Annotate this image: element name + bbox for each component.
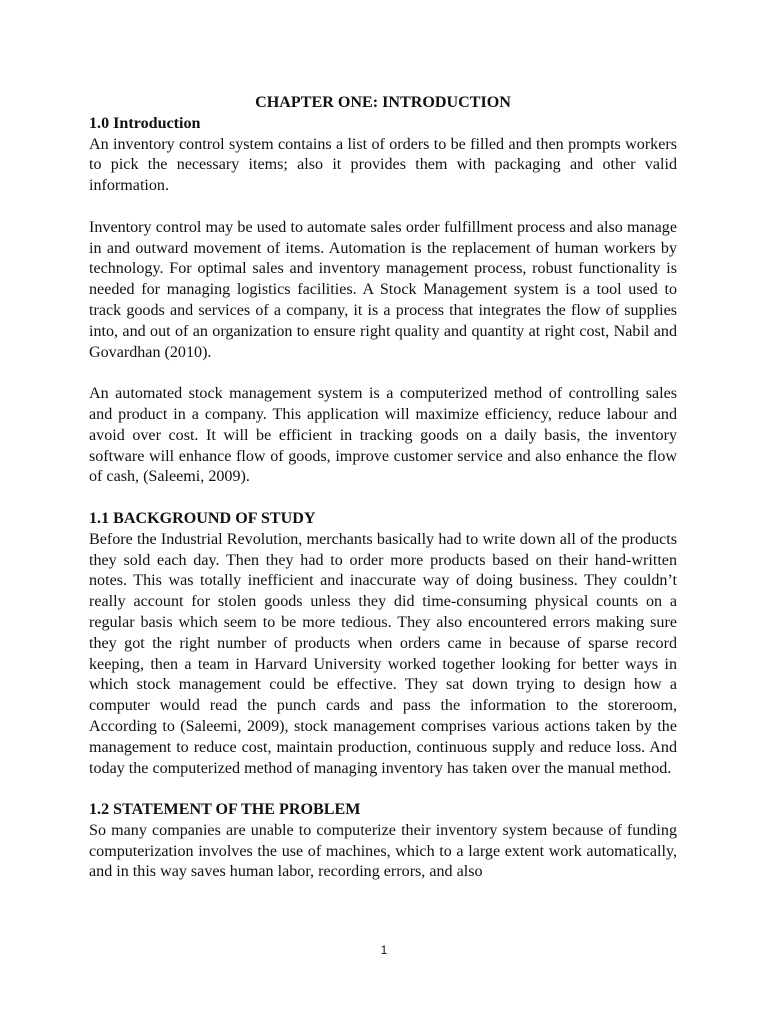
- intro-paragraph-1: An inventory control system contains a list of orders to be filled and then prompts workers to pick the necessary items; also it provides them with packaging and other valid information.: [89, 135, 677, 195]
- paragraph-gap: [89, 779, 677, 800]
- background-paragraph: Before the Industrial Revolution, merchants basically had to write down all of the products they sold each day. Then they had to order more products based on their hand-written notes. This was totally inefficient and inaccurate way of doing business. They couldn’t really account for stolen goods unless they did time-consuming physical counts on a regular basis which seem to be more tedious. They also encountered errors making sure they got the right number of products when orders came in because of sparse record keeping, then a team in Harvard University worked together looking for better ways in which stock management could be effective. They sat down trying to design how a computer would read the punch cards and pass the information to the storeroom, According to (Saleemi, 2009), stock management comprises various actions taken by the management to reduce cost, maintain production, continuous supply and reduce loss. And today the computerized method of managing inventory has taken over the manual method.: [89, 530, 677, 777]
- chapter-title: CHAPTER ONE: INTRODUCTION: [255, 94, 511, 111]
- section-heading-background: 1.1 BACKGROUND OF STUDY: [89, 509, 316, 527]
- page-number: 1: [380, 943, 388, 957]
- paragraph-gap: [89, 363, 677, 384]
- paragraph-gap: [89, 197, 677, 218]
- problem-statement-paragraph: So many companies are unable to computerize their inventory system because of funding computerization involves the use of machines, which to a large extent work automatically, and in this way saves human labor, recording errors, and also: [89, 821, 677, 881]
- intro-paragraph-2: Inventory control may be used to automate sales order fulfillment process and also manage in and outward movement of items. Automation is the replacement of human workers by technology. For optimal sales and inventory management process, robust functionality is needed for managing logistics facilities. A Stock Management system is a tool used to track goods and services of a company, it is a process that integrates the flow of supplies into, and out of an organization to ensure right quality and quantity at right cost, Nabil and Govardhan (2010).: [89, 218, 677, 361]
- intro-paragraph-3: An automated stock management system is a computerized method of controlling sales and product in a company. This application will maximize efficiency, reduce labour and avoid over cost. It will be efficient in tracking goods on a daily basis, the inventory software will enhance flow of goods, improve customer service and also enhance the flow of cash, (Saleemi, 2009).: [89, 385, 677, 486]
- section-heading-problem-statement: 1.2 STATEMENT OF THE PROBLEM: [89, 801, 361, 819]
- paragraph-gap: [89, 488, 677, 509]
- page-content: [89, 93, 677, 883]
- section-heading-introduction: 1.0 Introduction: [89, 114, 201, 132]
